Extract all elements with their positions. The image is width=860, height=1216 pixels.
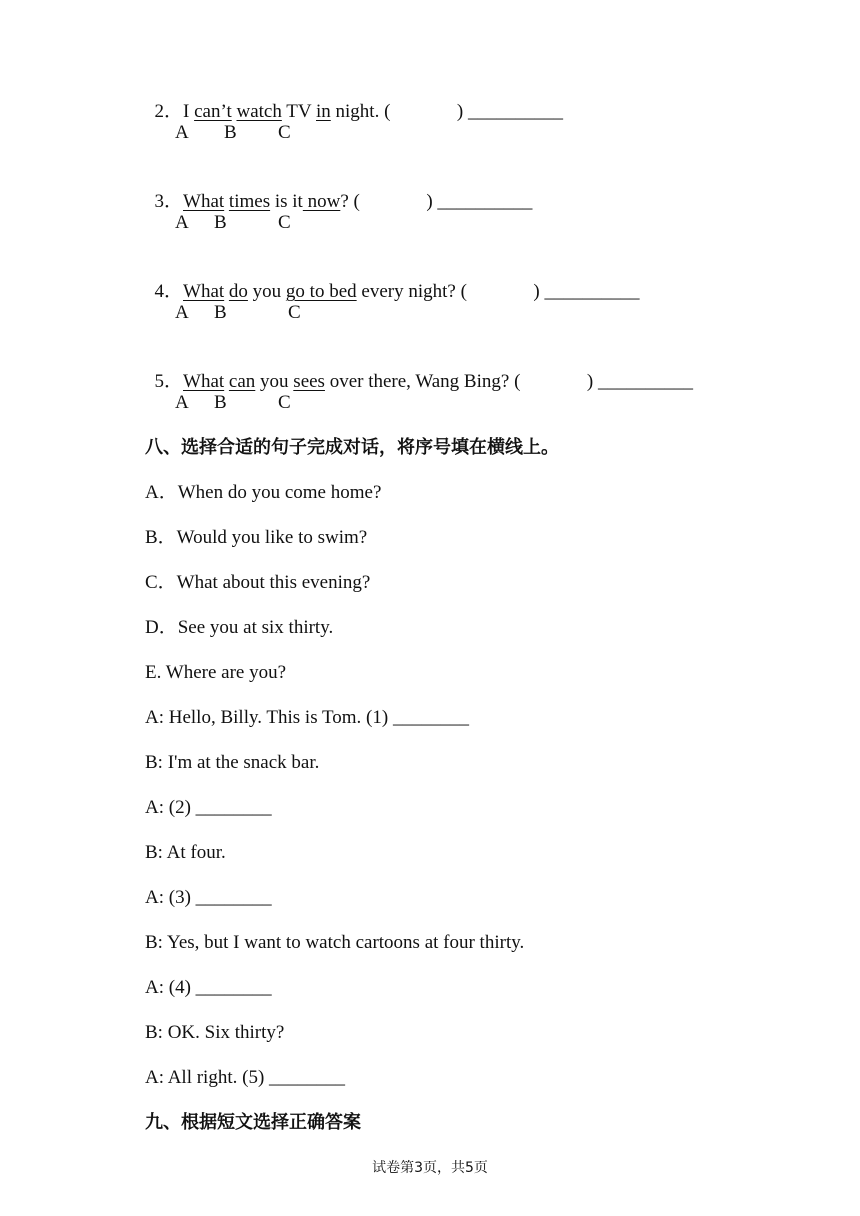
choice-a: A．When do you come home? (145, 482, 382, 503)
choice-e: E. Where are you? (145, 662, 287, 683)
underlined-word: in (316, 101, 331, 122)
dialogue-line: A: Hello, Billy. This is Tom. (1) ________ (145, 707, 469, 728)
dialogue-line: A: All right. (5) ________ (145, 1067, 346, 1088)
underlined-word: go to bed (285, 281, 357, 302)
underlined-word: do (228, 281, 248, 302)
s5: ? ( ) __________ (340, 191, 533, 212)
option-b: B (214, 302, 227, 323)
s0: I (183, 101, 195, 122)
s3: you (255, 371, 294, 392)
dialogue-line: B: Yes, but I want to watch cartoons at four thirty. (145, 932, 525, 953)
dialogue-line: A: (4) ________ (145, 977, 272, 998)
question-4 (145, 256, 640, 302)
underlined-word: What (183, 371, 225, 392)
dialogue-line: B: I'm at the snack bar. (145, 752, 320, 773)
s6: night. ( ) __________ (330, 101, 563, 122)
question-number: 5． (154, 371, 184, 392)
underlined-word: can’t (194, 101, 232, 122)
dialogue-line: B: At four. (145, 842, 226, 863)
choice-b: B．Would you like to swim? (145, 527, 368, 548)
dialogue-line: A: (2) ________ (145, 797, 272, 818)
dialogue-line: A: (3) ________ (145, 887, 272, 908)
option-c: C (288, 302, 301, 323)
section-9-title: 九、根据短文选择正确答案 (145, 1112, 361, 1133)
dialogue-line: B: OK. Six thirty? (145, 1022, 285, 1043)
option-a: A (175, 212, 189, 233)
choice-c: C．What about this evening? (145, 572, 371, 593)
option-a: A (175, 122, 189, 143)
option-c: C (278, 122, 291, 143)
s5: every night? ( ) __________ (356, 281, 640, 302)
s3: you (247, 281, 286, 302)
question-5 (145, 346, 693, 392)
s3: is it (270, 191, 303, 212)
underlined-word: watch (236, 101, 282, 122)
question-2 (145, 76, 563, 122)
underlined-word: What (183, 281, 225, 302)
question-number: 3． (154, 191, 184, 212)
option-c: C (278, 212, 291, 233)
s5: over there, Wang Bing? ( ) __________ (324, 371, 693, 392)
question-3 (145, 166, 533, 212)
underlined-word: What (183, 191, 225, 212)
underlined-word: sees (293, 371, 325, 392)
option-a: A (175, 302, 189, 323)
underlined-word: times (228, 191, 271, 212)
choice-d: D．See you at six thirty. (145, 617, 334, 638)
page-footer: 试卷第3页，共5页 (372, 1160, 488, 1176)
question-number: 4． (154, 281, 184, 302)
question-number: 2． (154, 101, 184, 122)
option-b: B (224, 122, 237, 143)
option-b: B (214, 212, 227, 233)
option-c: C (278, 392, 291, 413)
underlined-word: can (228, 371, 256, 392)
section-8-title: 八、选择合适的句子完成对话，将序号填在横线上。 (145, 437, 559, 458)
option-a: A (175, 392, 189, 413)
s4: TV (281, 101, 316, 122)
option-b: B (214, 392, 227, 413)
underlined-word: now (302, 191, 341, 212)
